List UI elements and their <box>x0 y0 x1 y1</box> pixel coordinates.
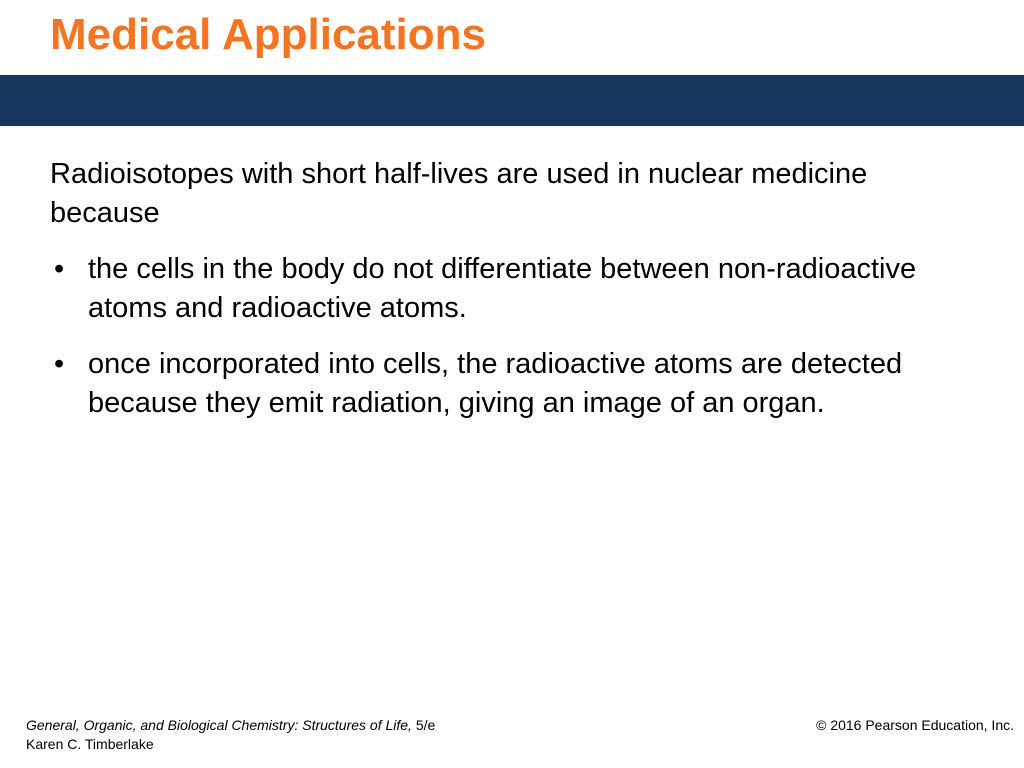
bullet-text: once incorporated into cells, the radioactive atoms are detected because they emit radiation, giving an image of an organ. <box>88 348 903 419</box>
intro-text: Radioisotopes with short half-lives are used in nuclear medicine because <box>50 158 868 229</box>
copyright-notice: © 2016 Pearson Education, Inc. <box>816 717 1014 733</box>
slide-title: Medical Applications <box>50 10 487 59</box>
footer-author: Karen C. Timberlake <box>26 736 154 752</box>
bullet-item <box>50 345 930 423</box>
bullet-icon: • <box>54 348 65 380</box>
footer-book-line <box>26 716 435 735</box>
footer-citation <box>26 716 435 754</box>
slide-body <box>50 155 930 440</box>
book-edition: 5/e <box>411 717 436 733</box>
book-title: General, Organic, and Biological Chemistry: Structures of Life, <box>26 717 412 733</box>
bullet-icon: • <box>54 253 65 285</box>
title-banner <box>0 75 1024 126</box>
bullet-list <box>50 250 930 423</box>
bullet-item <box>50 250 930 328</box>
bullet-text: the cells in the body do not differentiate between non-radioactive atoms and radioactive atoms. <box>88 253 917 324</box>
